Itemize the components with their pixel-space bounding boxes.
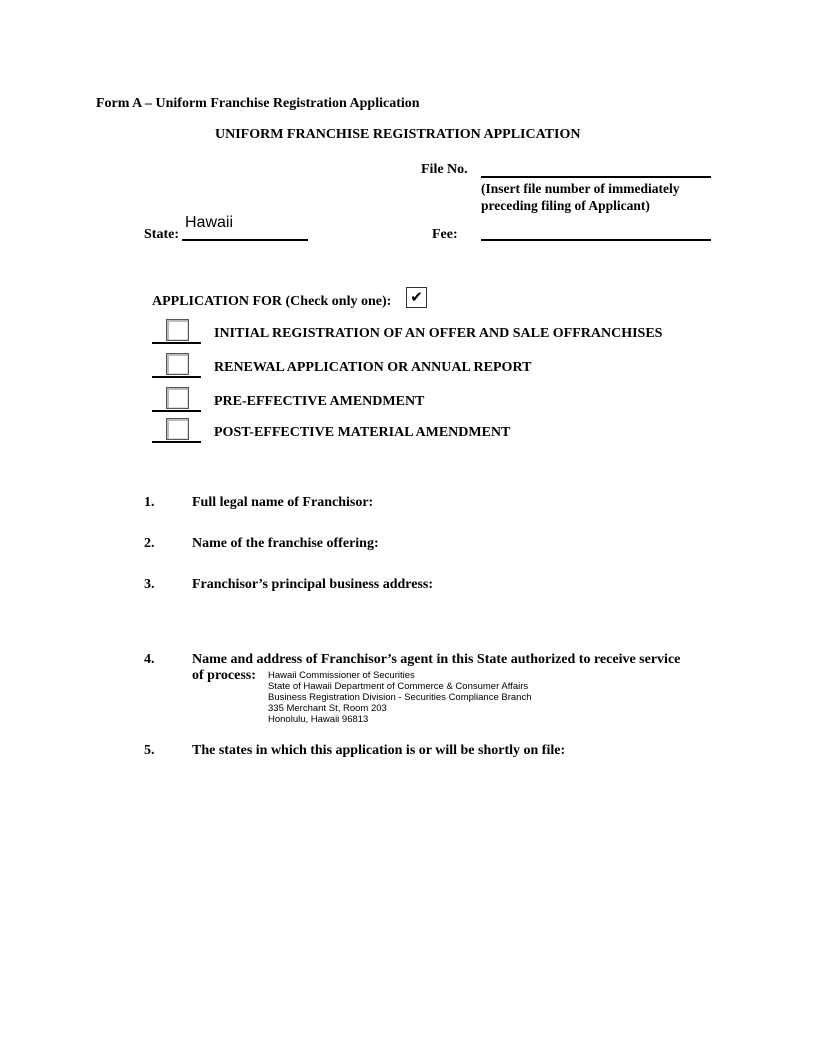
- file-no-field[interactable]: [481, 176, 711, 178]
- file-no-note-line2: preceding filing of Applicant): [481, 198, 650, 213]
- check-mark-icon: ✔: [406, 287, 427, 308]
- fee-label: Fee:: [432, 227, 458, 242]
- item-text: Name of the franchise offering:: [192, 536, 379, 551]
- option-post-effective: [152, 415, 712, 445]
- checkbox-post-effective[interactable]: [166, 418, 189, 440]
- option-label: PRE-EFFECTIVE AMENDMENT: [214, 394, 425, 409]
- state-field[interactable]: [182, 239, 308, 241]
- agent-address: [268, 670, 531, 725]
- item-number: 1.: [144, 495, 155, 510]
- page-title: UNIFORM FRANCHISE REGISTRATION APPLICATION: [215, 127, 581, 142]
- option-underline: [152, 410, 201, 412]
- checkbox-renewal[interactable]: [166, 353, 189, 375]
- form-label: Form A – Uniform Franchise Registration Application: [96, 96, 420, 111]
- option-initial-registration: [152, 316, 712, 346]
- checkbox-initial-registration[interactable]: [166, 319, 189, 341]
- agent-line: Hawaii Commissioner of Securities: [268, 670, 415, 681]
- agent-line: 335 Merchant St, Room 203: [268, 703, 387, 714]
- item-text: Name and address of Franchisor’s agent in this State authorized to receive service: [192, 652, 681, 667]
- item-number: 2.: [144, 536, 155, 551]
- agent-line: Honolulu, Hawaii 96813: [268, 714, 369, 725]
- state-value[interactable]: Hawaii: [185, 214, 234, 231]
- option-pre-effective: [152, 384, 712, 414]
- item-text: The states in which this application is or will be shortly on file:: [192, 743, 566, 758]
- state-label: State:: [144, 227, 179, 242]
- item-number: 4.: [144, 652, 155, 667]
- item-number: 3.: [144, 577, 155, 592]
- fee-field[interactable]: [481, 239, 711, 241]
- file-no-label: File No.: [421, 162, 468, 177]
- item-text: Franchisor’s principal business address:: [192, 577, 434, 592]
- option-underline: [152, 342, 201, 344]
- application-for-label: APPLICATION FOR (Check only one):: [152, 294, 392, 309]
- option-label: RENEWAL APPLICATION OR ANNUAL REPORT: [214, 360, 532, 375]
- option-underline: [152, 376, 201, 378]
- item-number: 5.: [144, 743, 155, 758]
- option-label: POST-EFFECTIVE MATERIAL AMENDMENT: [214, 425, 511, 440]
- item-text-continued: of process:: [192, 668, 256, 683]
- checkbox-pre-effective[interactable]: [166, 387, 189, 409]
- agent-line: Business Registration Division - Securities Compliance Branch: [268, 692, 532, 703]
- option-underline: [152, 441, 201, 443]
- option-renewal: [152, 350, 712, 380]
- agent-line: State of Hawaii Department of Commerce & Consumer Affairs: [268, 681, 529, 692]
- option-label: INITIAL REGISTRATION OF AN OFFER AND SALE OFFRANCHISES: [214, 326, 663, 341]
- file-no-note-line1: (Insert file number of immediately: [481, 181, 680, 196]
- file-no-note: [481, 180, 721, 214]
- item-text: Full legal name of Franchisor:: [192, 495, 374, 510]
